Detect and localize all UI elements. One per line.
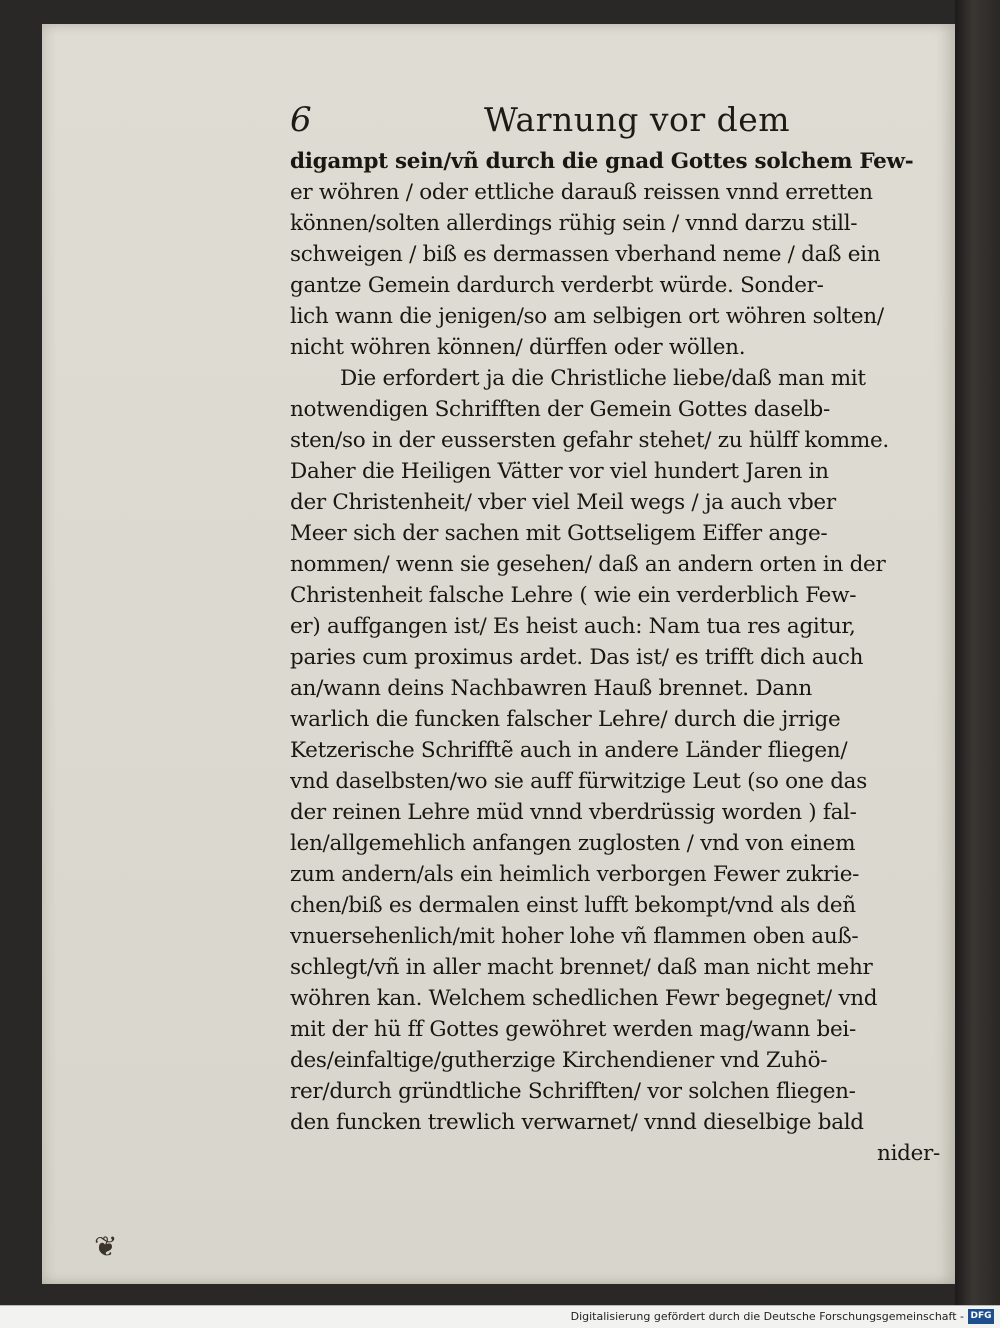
footer-bar [0, 1305, 1000, 1328]
text-line: vnd daselbsten/wo sie auff fürwitzige Leut (so one das [290, 769, 867, 794]
text-line: vnuersehenlich/mit hoher lohe vñ flammen oben auß- [290, 924, 859, 949]
text-line: können/solten allerdings rühig sein / vnnd darzu still- [290, 211, 858, 236]
text-line: Christenheit falsche Lehre ( wie ein verderblich Few- [290, 583, 857, 608]
text-line: chen/biß es dermalen einst lufft bekompt/vnd als deñ [290, 893, 856, 918]
dfg-logo-icon: DFG [968, 1309, 994, 1324]
text-line: er wöhren / oder ettliche darauß reissen vnnd erretten [290, 180, 873, 205]
text-line: lich wann die jenigen/so am selbigen ort wöhren solten/ [290, 304, 884, 329]
text-line: den funcken trewlich verwarnet/ vnnd dieselbige bald [290, 1110, 864, 1135]
text-line: nicht wöhren können/ dürffen oder wöllen. [290, 335, 746, 360]
text-line: nider- [877, 1141, 940, 1166]
text-line: der reinen Lehre müd vnnd vberdrüssig worden ) fal- [290, 800, 857, 825]
text-line: er) auffgangen ist/ Es heist auch: Nam tua res agitur, [290, 614, 856, 639]
text-line: schweigen / biß es dermassen vberhand neme / daß ein [290, 242, 881, 267]
text-line: mit der hü ff Gottes gewöhret werden mag/wann bei- [290, 1017, 856, 1042]
text-line: wöhren kan. Welchem schedlichen Fewr begegnet/ vnd [290, 986, 878, 1011]
text-line: gantze Gemein dardurch verderbt würde. Sonder- [290, 273, 824, 298]
text-line: paries cum proximus ardet. Das ist/ es trifft dich auch [290, 645, 864, 670]
printer-ornament-icon: ❦ [94, 1230, 118, 1263]
text-line: Daher die Heiligen Vätter vor viel hundert Jaren in [290, 459, 829, 484]
text-line: an/wann deins Nachbawren Hauß brennet. Dann [290, 676, 812, 701]
text-line: Die erfordert ja die Christliche liebe/daß man mit [340, 366, 866, 391]
running-head: Warnung vor dem [484, 100, 791, 139]
text-line: schlegt/vñ in aller macht brennet/ daß man nicht mehr [290, 955, 873, 980]
text-line: rer/durch gründtliche Schrifften/ vor solchen fliegen- [290, 1079, 856, 1104]
text-line: Meer sich der sachen mit Gottseligem Eiffer ange- [290, 521, 828, 546]
text-line: len/allgemehlich anfangen zuglosten / vnd von einem [290, 831, 856, 856]
body-text [290, 146, 940, 1169]
text-line: nommen/ wenn sie gesehen/ daß an andern orten in der [290, 552, 886, 577]
text-line: der Christenheit/ vber viel Meil wegs / ja auch vber [290, 490, 836, 515]
text-line: des/einfaltige/gutherzige Kirchendiener vnd Zuhö- [290, 1048, 828, 1073]
text-line: sten/so in der eussersten gefahr stehet/ zu hülff komme. [290, 428, 889, 453]
footer-credit: Digitalisierung gefördert durch die Deutsche Forschungsgemeinschaft - [570, 1310, 964, 1323]
text-line: Ketzerische Schrifftẽ auch in andere Länder fliegen/ [290, 738, 848, 763]
text-line: notwendigen Schrifften der Gemein Gottes daselb- [290, 397, 830, 422]
book-edge [955, 0, 1000, 1305]
text-line: warlich die funcken falscher Lehre/ durch die jrrige [290, 707, 841, 732]
page-number: 6 [290, 100, 312, 140]
text-line: digampt sein/vñ durch die gnad Gottes solchem Few- [290, 149, 914, 174]
text-line: zum andern/als ein heimlich verborgen Fewer zukrie- [290, 862, 860, 887]
